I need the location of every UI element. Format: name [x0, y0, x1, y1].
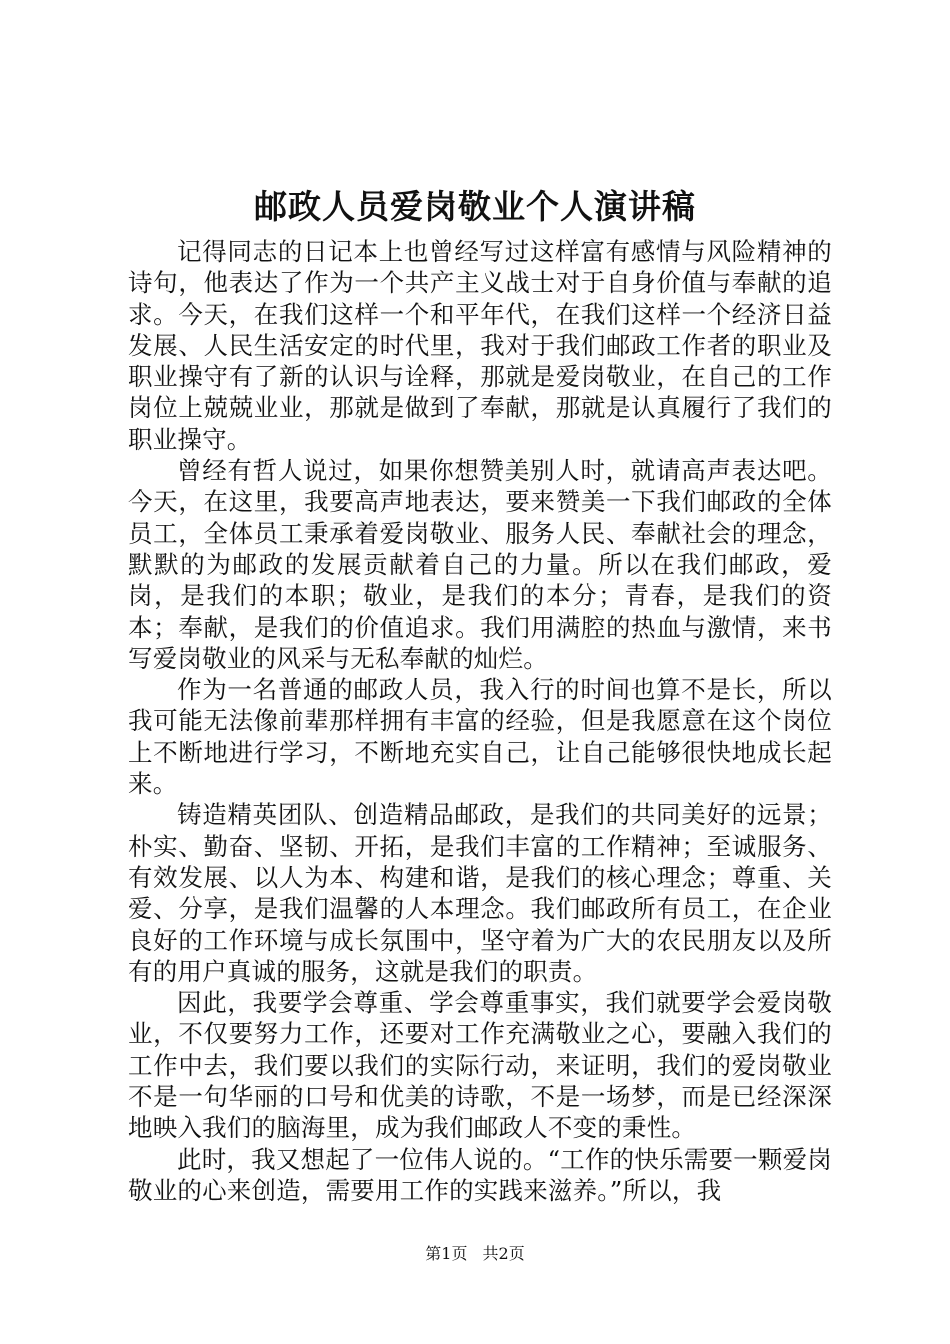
page-number-current: 第1页 — [425, 1244, 468, 1263]
page-title: 邮政人员爱岗敬业个人演讲稿 — [254, 187, 696, 226]
page-footer — [0, 1243, 950, 1265]
paragraph-5: 因此，我要学会尊重、学会尊重事实，我们就要学会爱岗敬业，不仅要努力工作，还要对工作充满敬业之心，要融入我们的工作中去，我们要以我们的实际行动，来证明，我们的爱岗敬业不是一句华丽的口号和优美的诗歌，不是一场梦，而是已经深深地映入我们的脑海里，成为我们邮政人不变的秉性。 — [128, 988, 832, 1143]
paragraph-1: 记得同志的日记本上也曾经写过这样富有感情与风险精神的诗句，他表达了作为一个共产主义战士对于自身价值与奉献的追求。今天，在我们这样一个和平年代，在我们这样一个经济日益发展、人民生活安定的时代里，我对于我们邮政工作者的职业及职业操守有了新的认识与诠释，那就是爱岗敬业，在自己的工作岗位上兢兢业业，那就是做到了奉献，那就是认真履行了我们的职业操守。 — [128, 237, 832, 454]
document-body — [128, 236, 832, 1206]
paragraph-3: 作为一名普通的邮政人员，我入行的时间也算不是长，所以我可能无法像前辈那样拥有丰富的经验，但是我愿意在这个岗位上不断地进行学习，不断地充实自己，让自己能够很快地成长起来。 — [128, 675, 832, 799]
paragraph-4: 铸造精英团队、创造精品邮政，是我们的共同美好的远景；朴实、勤奋、坚韧、开拓，是我们丰富的工作精神；至诚服务、有效发展、以人为本、构建和谐，是我们的核心理念；尊重、关爱、分享，是我们温馨的人本理念。我们邮政所有员工，在企业良好的工作环境与成长氛围中，坚守着为广大的农民朋友以及所有的用户真诚的服务，这就是我们的职责。 — [128, 800, 832, 986]
page-number-total: 共2页 — [482, 1244, 525, 1263]
paragraph-6: 此时，我又想起了一位伟人说的。“工作的快乐需要一颗爱岗敬业的心来创造，需要用工作的实践来滋养。”所以，我 — [128, 1144, 832, 1205]
paragraph-2: 曾经有哲人说过，如果你想赞美别人时，就请高声表达吧。今天，在这里，我要高声地表达，要来赞美一下我们邮政的全体员工，全体员工秉承着爱岗敬业、服务人民、奉献社会的理念，默默的为邮政的发展贡献着自己的力量。所以在我们邮政，爱岗，是我们的本职；敬业，是我们的本分；青春，是我们的资本；奉献，是我们的价值追求。我们用满腔的热血与激情，来书写爱岗敬业的风采与无私奉献的灿烂。 — [128, 456, 832, 673]
